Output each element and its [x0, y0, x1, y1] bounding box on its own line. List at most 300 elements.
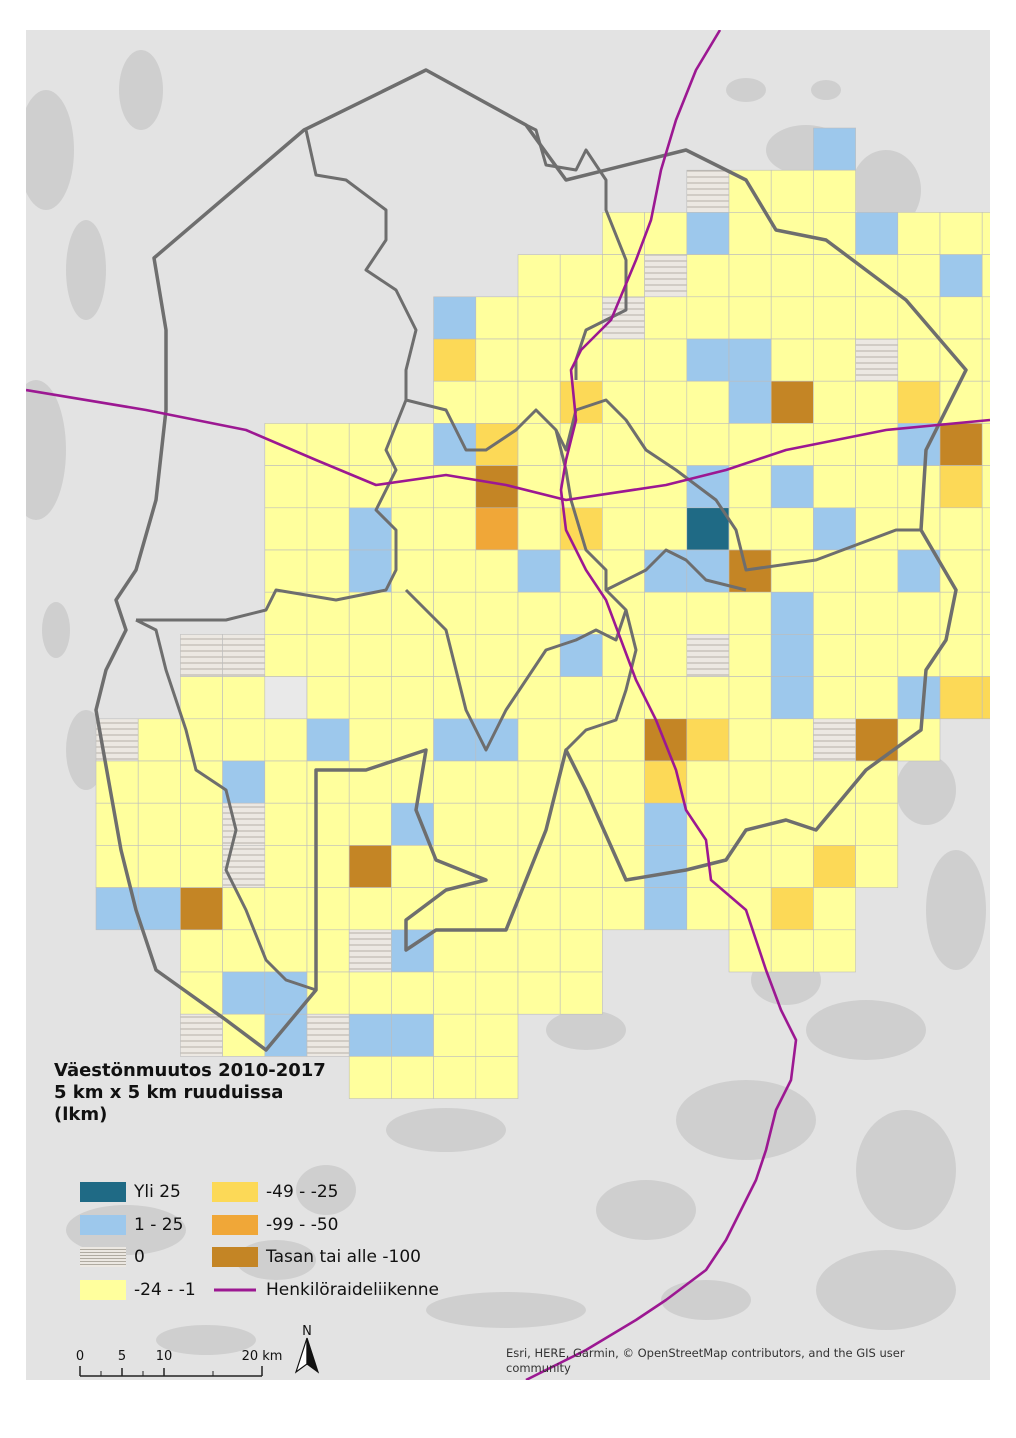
grid-cell [307, 550, 349, 592]
grid-cell [898, 592, 940, 634]
grid-cell [349, 719, 391, 761]
grid-cell [391, 423, 433, 465]
grid-cell [518, 255, 560, 297]
scale-bar-ruler [54, 1362, 274, 1382]
legend-item-yli-25 [80, 1181, 181, 1203]
grid-cell [602, 423, 644, 465]
legend-label: 1 - 25 [134, 1215, 184, 1235]
grid-cell [391, 508, 433, 550]
grid-cell [982, 212, 990, 254]
map-canvas[interactable] [26, 30, 990, 1380]
grid-cell [813, 677, 855, 719]
grid-cell [476, 1056, 518, 1098]
grid-cell [476, 677, 518, 719]
grid-cell [476, 550, 518, 592]
grid-cell [476, 972, 518, 1014]
grid-cell [223, 803, 265, 845]
grid-cell [856, 761, 898, 803]
north-label: N [302, 1324, 312, 1339]
grid-cell [434, 466, 476, 508]
grid-cell [982, 677, 990, 719]
grid-cell [518, 297, 560, 339]
grid-cell [771, 592, 813, 634]
grid-cell [898, 466, 940, 508]
grid-cell [265, 508, 307, 550]
grid-cell [687, 888, 729, 930]
grid-cell [813, 888, 855, 930]
grid-cell [518, 719, 560, 761]
grid-cell [349, 1014, 391, 1056]
grid-cell [518, 381, 560, 423]
grid-cell [265, 803, 307, 845]
grid-cell [687, 719, 729, 761]
grid-cell [349, 972, 391, 1014]
grid-cell [434, 761, 476, 803]
grid-cell [771, 761, 813, 803]
grid-cell [687, 803, 729, 845]
grid-cell [898, 550, 940, 592]
grid-cell [729, 297, 771, 339]
grid-cell [645, 719, 687, 761]
grid-cell [602, 845, 644, 887]
grid-cell [307, 888, 349, 930]
grid-cell [391, 1014, 433, 1056]
grid-cell [771, 550, 813, 592]
grid-cell [898, 719, 940, 761]
grid-cell [180, 845, 222, 887]
grid-cell [180, 1014, 222, 1056]
grid-cell [940, 255, 982, 297]
grid-cell [138, 761, 180, 803]
grid-cell [180, 634, 222, 676]
grid-cell [434, 677, 476, 719]
grid-cell [434, 508, 476, 550]
grid-cell [476, 888, 518, 930]
grid-cell [434, 550, 476, 592]
grid-cell [307, 634, 349, 676]
grid-cell [982, 381, 990, 423]
grid-cell [687, 381, 729, 423]
grid-cell [349, 930, 391, 972]
grid-cell [940, 677, 982, 719]
grid-cell [476, 1014, 518, 1056]
grid-cell [518, 592, 560, 634]
grid-cell [180, 719, 222, 761]
grid-cell [476, 803, 518, 845]
grid-cell [687, 297, 729, 339]
grid-cell [307, 761, 349, 803]
legend-swatch [80, 1182, 126, 1202]
grid-cell [560, 677, 602, 719]
grid-cell [856, 845, 898, 887]
grid-cell [434, 1014, 476, 1056]
grid-cell [687, 550, 729, 592]
legend-title [54, 1060, 374, 1126]
grid-cell [856, 297, 898, 339]
grid-cell [434, 339, 476, 381]
grid-cell [982, 634, 990, 676]
legend-swatch [80, 1280, 126, 1300]
grid-cell [602, 761, 644, 803]
legend-swatch [212, 1247, 258, 1267]
grid-cell [138, 719, 180, 761]
grid-cell [265, 423, 307, 465]
grid-cell [687, 170, 729, 212]
grid-cell [982, 339, 990, 381]
grid-cell [645, 423, 687, 465]
grid-cell [391, 466, 433, 508]
grid-cell [771, 466, 813, 508]
legend-label: -49 - -25 [266, 1182, 339, 1202]
grid-cell [813, 297, 855, 339]
grid-cell [729, 845, 771, 887]
grid-cell [813, 634, 855, 676]
grid-cell [391, 888, 433, 930]
grid-cell [349, 423, 391, 465]
grid-cell [729, 339, 771, 381]
grid-cell [813, 466, 855, 508]
grid-cell [349, 466, 391, 508]
legend-label: -24 - -1 [134, 1280, 196, 1300]
grid-cell [687, 508, 729, 550]
grid-cell [307, 719, 349, 761]
grid-cell [307, 508, 349, 550]
grid-cell [687, 677, 729, 719]
grid-cell [602, 339, 644, 381]
grid-cell [813, 930, 855, 972]
grid-cell [982, 592, 990, 634]
grid-cell [518, 339, 560, 381]
legend-title-line-1: Väestönmuutos 2010-2017 [54, 1060, 326, 1081]
grid-cell [434, 1056, 476, 1098]
map-attribution: Esri, HERE, Garmin, © OpenStreetMap contributors, and the GIS user community [506, 1346, 905, 1375]
grid-cell [476, 508, 518, 550]
grid-cell [391, 972, 433, 1014]
grid-cell [940, 508, 982, 550]
grid-cell [898, 339, 940, 381]
grid-cell [771, 381, 813, 423]
grid-cell [771, 255, 813, 297]
grid-cell [391, 634, 433, 676]
grid-cell [729, 255, 771, 297]
grid-cell [518, 508, 560, 550]
north-arrow [292, 1322, 322, 1372]
grid-cell [265, 719, 307, 761]
water-body [806, 1000, 926, 1060]
water-body [546, 1010, 626, 1050]
water-body [596, 1180, 696, 1240]
grid-cell [476, 381, 518, 423]
grid-cell [391, 1056, 433, 1098]
north-arrow-icon [292, 1322, 322, 1374]
water-body [856, 1110, 956, 1230]
grid-cell [729, 634, 771, 676]
grid-cell [518, 972, 560, 1014]
grid-cell [349, 634, 391, 676]
scale-tick-20: 20 km [241, 1349, 283, 1364]
legend-item-minus99-minus50 [212, 1214, 338, 1236]
grid-cell [349, 508, 391, 550]
legend-label: 0 [134, 1247, 145, 1267]
water-body [426, 1292, 586, 1328]
grid-cell [602, 634, 644, 676]
grid-cell [645, 255, 687, 297]
water-body [66, 220, 106, 320]
grid-cell [223, 719, 265, 761]
grid-cell [813, 128, 855, 170]
grid-cell [856, 677, 898, 719]
grid-cell [645, 761, 687, 803]
legend-label: Tasan tai alle -100 [266, 1247, 421, 1267]
grid-cell [265, 845, 307, 887]
water-body [386, 1108, 506, 1152]
grid-cell [138, 803, 180, 845]
grid-cell [645, 381, 687, 423]
rail-line-icon [212, 1280, 258, 1300]
grid-cell [645, 339, 687, 381]
grid-cell [856, 381, 898, 423]
grid-cell [687, 255, 729, 297]
map-svg [26, 30, 990, 1380]
grid-cell [434, 592, 476, 634]
grid-cell [476, 634, 518, 676]
grid-cell [349, 845, 391, 887]
grid-cell [180, 888, 222, 930]
grid-cell [434, 972, 476, 1014]
legend-label: -99 - -50 [266, 1215, 339, 1235]
grid-cell [940, 297, 982, 339]
legend-item-1-25 [80, 1214, 183, 1236]
water-body [661, 1280, 751, 1320]
grid-cell [349, 550, 391, 592]
grid-cell [307, 803, 349, 845]
grid-cell [898, 381, 940, 423]
grid-cell [982, 508, 990, 550]
grid-cell [898, 255, 940, 297]
grid-cell [518, 930, 560, 972]
grid-cell [349, 888, 391, 930]
grid-cell [813, 761, 855, 803]
grid-cell [982, 423, 990, 465]
grid-cell [856, 719, 898, 761]
grid-cell [729, 423, 771, 465]
grid-cell [813, 339, 855, 381]
grid-cell [560, 888, 602, 930]
legend-swatch [80, 1247, 126, 1267]
legend-item-0 [80, 1246, 145, 1268]
grid-cell [307, 930, 349, 972]
grid-cell [265, 634, 307, 676]
scale-tick-0: 0 [75, 1349, 85, 1364]
grid-cell [813, 255, 855, 297]
grid-cell [223, 845, 265, 887]
grid-cell [771, 803, 813, 845]
grid-cell [856, 803, 898, 845]
grid-cell [729, 381, 771, 423]
grid-cell [771, 339, 813, 381]
grid-cell [645, 845, 687, 887]
grid-cell [307, 845, 349, 887]
scale-tick-5: 5 [117, 1349, 127, 1364]
grid-cell [307, 677, 349, 719]
grid-cell [602, 550, 644, 592]
grid-cell [729, 719, 771, 761]
grid-cell [645, 508, 687, 550]
grid-cell [856, 634, 898, 676]
grid-cell [602, 508, 644, 550]
water-body [119, 50, 163, 130]
grid-cell [518, 888, 560, 930]
grid-cell [560, 634, 602, 676]
grid-cell [687, 423, 729, 465]
grid-cell [687, 339, 729, 381]
grid-cell [813, 845, 855, 887]
grid-cell [856, 212, 898, 254]
grid-cell [856, 592, 898, 634]
grid-cell [771, 297, 813, 339]
grid-cell [223, 634, 265, 676]
grid-cell [771, 719, 813, 761]
grid-cell [982, 255, 990, 297]
grid-cell [476, 761, 518, 803]
grid-cell [265, 550, 307, 592]
legend-item-rail [212, 1279, 439, 1301]
water-body [26, 90, 74, 210]
grid-cell [813, 592, 855, 634]
grid-cell [391, 845, 433, 887]
grid-cell [602, 888, 644, 930]
grid-cell [856, 550, 898, 592]
legend-item-minus24-minus1 [80, 1279, 196, 1301]
grid-cell [265, 466, 307, 508]
grid-cell [898, 677, 940, 719]
grid-cell [645, 803, 687, 845]
grid-cell [771, 170, 813, 212]
grid-cell [391, 677, 433, 719]
grid-cell [813, 508, 855, 550]
water-body [676, 1080, 816, 1160]
grid-cell [560, 930, 602, 972]
grid-cell [813, 381, 855, 423]
grid-cell [687, 592, 729, 634]
grid-cell [518, 803, 560, 845]
legend-swatch [212, 1182, 258, 1202]
water-body [816, 1250, 956, 1330]
grid-cell [138, 888, 180, 930]
water-body [811, 80, 841, 100]
grid-cell [940, 381, 982, 423]
grid-cell [223, 930, 265, 972]
grid-cell [602, 466, 644, 508]
legend-title-line-3: (lkm) [54, 1104, 108, 1125]
grid-cell [476, 339, 518, 381]
grid-cell [476, 297, 518, 339]
grid-cell [560, 255, 602, 297]
grid-cell [771, 677, 813, 719]
grid-cell [476, 592, 518, 634]
grid-cell [560, 845, 602, 887]
grid-cell [96, 761, 138, 803]
legend-swatch [212, 1215, 258, 1235]
grid-cell [982, 550, 990, 592]
grid-cell [982, 297, 990, 339]
water-body [726, 78, 766, 102]
grid-cell [518, 634, 560, 676]
grid-cell [771, 930, 813, 972]
population-change-grid [96, 128, 990, 1099]
grid-cell [349, 803, 391, 845]
grid-cell [771, 888, 813, 930]
grid-cell [771, 845, 813, 887]
grid-cell [729, 592, 771, 634]
grid-cell [391, 761, 433, 803]
grid-cell [898, 423, 940, 465]
legend-title-line-2: 5 km x 5 km ruuduissa [54, 1082, 284, 1103]
grid-cell [265, 888, 307, 930]
legend-label: Henkilöraideliikenne [266, 1280, 439, 1300]
grid-cell [518, 550, 560, 592]
grid-cell [687, 761, 729, 803]
grid-cell [434, 381, 476, 423]
grid-cell [898, 212, 940, 254]
grid-cell [602, 719, 644, 761]
grid-cell [940, 592, 982, 634]
legend-label: Yli 25 [134, 1182, 181, 1202]
grid-cell [476, 930, 518, 972]
grid-cell [560, 972, 602, 1014]
grid-cell [645, 888, 687, 930]
grid-cell [180, 930, 222, 972]
grid-cell [729, 466, 771, 508]
water-body [26, 380, 66, 520]
grid-cell [771, 508, 813, 550]
grid-cell [180, 677, 222, 719]
scale-tick-10: 10 [155, 1349, 173, 1364]
grid-cell [223, 972, 265, 1014]
grid-cell [265, 1014, 307, 1056]
grid-cell [96, 845, 138, 887]
grid-cell [940, 423, 982, 465]
grid-cell [771, 634, 813, 676]
grid-cell [940, 212, 982, 254]
grid-cell [940, 466, 982, 508]
water-body [896, 755, 956, 825]
grid-cell [813, 170, 855, 212]
grid-cell [434, 719, 476, 761]
grid-cell [687, 212, 729, 254]
water-body [42, 602, 70, 658]
grid-cell [560, 297, 602, 339]
grid-cell [645, 297, 687, 339]
grid-cell [307, 1014, 349, 1056]
grid-cell [813, 719, 855, 761]
grid-cell [856, 339, 898, 381]
grid-cell [645, 592, 687, 634]
grid-cell [223, 677, 265, 719]
grid-cell [138, 845, 180, 887]
grid-cell [645, 634, 687, 676]
grid-cell [856, 466, 898, 508]
grid-cell [982, 466, 990, 508]
grid-cell [349, 592, 391, 634]
grid-cell [265, 761, 307, 803]
grid-cell [434, 930, 476, 972]
grid-cell [560, 592, 602, 634]
grid-cell [729, 761, 771, 803]
grid-cell [434, 297, 476, 339]
grid-cell [391, 550, 433, 592]
grid-cell [180, 803, 222, 845]
